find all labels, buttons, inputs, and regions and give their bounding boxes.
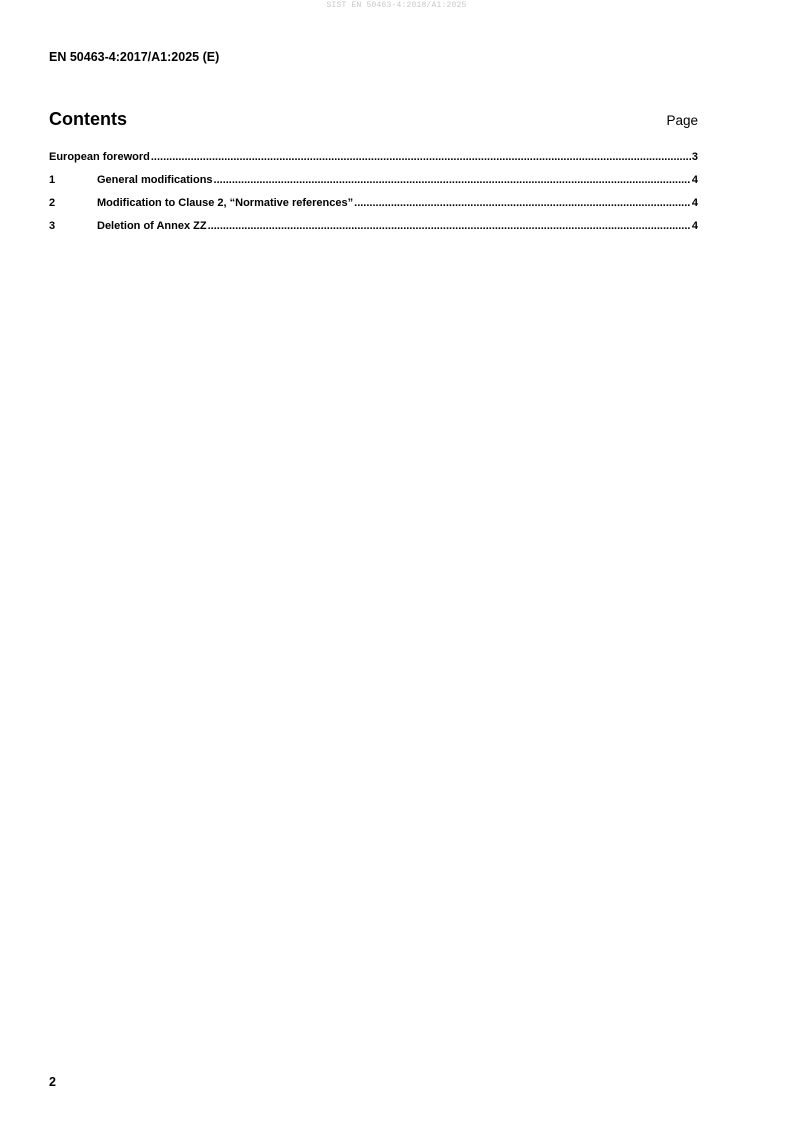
toc-entry-european-foreword[interactable] (49, 151, 698, 174)
toc-dot-leader (214, 174, 691, 186)
toc-entry-number: 3 (49, 220, 56, 232)
page-column-label: Page (666, 113, 698, 128)
watermark-text: SIST EN 50463-4:2018/A1:2025 (326, 1, 467, 10)
toc-entry-title: European foreword (49, 151, 150, 163)
toc-entry-page: 4 (691, 220, 698, 232)
toc-dot-leader (354, 197, 691, 209)
document-identifier: EN 50463-4:2017/A1:2025 (E) (49, 50, 220, 64)
toc-entry-annex-zz[interactable] (49, 220, 698, 243)
contents-heading-row (49, 109, 698, 130)
toc-entry-title: General modifications (97, 174, 213, 186)
toc-entry-general-modifications[interactable] (49, 174, 698, 197)
toc-entry-page: 3 (691, 151, 698, 163)
toc-dot-leader (151, 151, 691, 163)
table-of-contents (49, 151, 698, 243)
toc-entry-number: 2 (49, 197, 56, 209)
toc-entry-title: Deletion of Annex ZZ (97, 220, 207, 232)
toc-entry-page: 4 (691, 197, 698, 209)
toc-dot-leader (208, 220, 691, 232)
toc-entry-page: 4 (691, 174, 698, 186)
toc-entry-title: Modification to Clause 2, “Normative references” (97, 197, 354, 209)
toc-entry-normative-references[interactable] (49, 197, 698, 220)
page-number: 2 (49, 1075, 56, 1089)
contents-title: Contents (49, 109, 127, 129)
toc-entry-number: 1 (49, 174, 56, 186)
